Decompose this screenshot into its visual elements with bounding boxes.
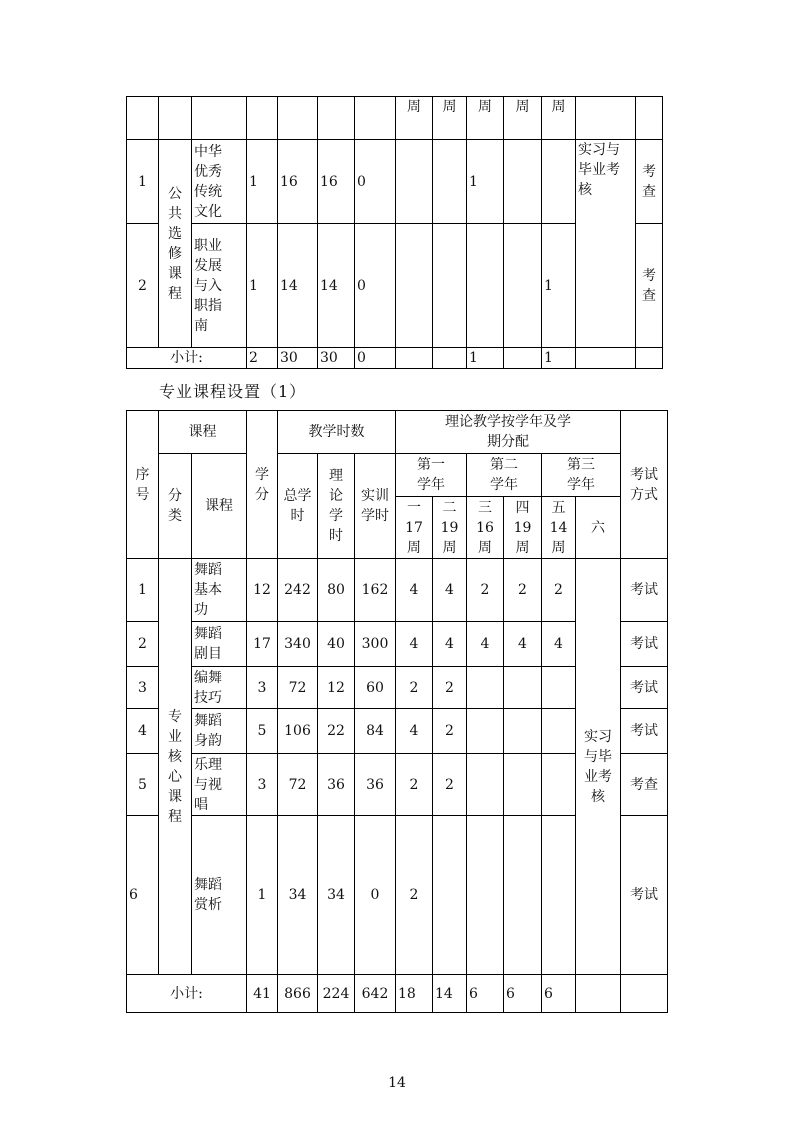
header-year1: 第一学年: [396, 454, 467, 497]
category-label: 公共选修课程: [168, 185, 182, 302]
subtotal-theory: 224: [318, 975, 355, 1013]
total-hours: 34: [278, 816, 318, 975]
subtotal-sem4: 6: [504, 975, 542, 1013]
theory-hours: 34: [318, 816, 355, 975]
sem5-hours: [542, 816, 576, 975]
exam-method: 考试: [621, 622, 668, 667]
course-name: 舞蹈基本功: [192, 559, 247, 622]
header-distribution: 理论教学按学年及学期分配: [396, 411, 621, 454]
theory-hours: 36: [318, 754, 355, 816]
credit: 1: [247, 816, 278, 975]
credit: 3: [247, 754, 278, 816]
unit-cell: 周: [396, 97, 433, 140]
credit: 3: [247, 667, 278, 709]
subtotal-practice: 0: [355, 348, 396, 369]
row-number: 5: [127, 754, 159, 816]
sem4-hours: 4: [504, 622, 542, 667]
subtotal-sem3: 1: [467, 348, 504, 369]
subtotal-sem2: 14: [433, 975, 467, 1013]
subtotal-row: [127, 348, 663, 369]
header-row: [127, 411, 668, 454]
header-exam: 考试方式: [621, 411, 668, 559]
credit: 5: [247, 709, 278, 754]
course-name: 乐理与视唱: [192, 754, 247, 816]
total-hours: 72: [278, 667, 318, 709]
unit-cell: 周: [504, 97, 542, 140]
row-number: 4: [127, 709, 159, 754]
subtotal-sem5: 6: [542, 975, 576, 1013]
header-sem3: 三 16 周: [467, 497, 504, 559]
course-name: 舞蹈身韵: [192, 709, 247, 754]
practice-hours: 60: [355, 667, 396, 709]
subtotal-credit: 41: [247, 975, 278, 1013]
credit: 1: [247, 140, 278, 224]
subtotal-label: 小计:: [127, 348, 247, 369]
sem1-hours: 2: [396, 754, 433, 816]
theory-hours: 16: [318, 140, 355, 224]
row-number: 1: [127, 140, 159, 224]
sem6-note: 实习与毕业考核: [576, 559, 621, 975]
course-name: 编舞技巧: [192, 667, 247, 709]
header-category: 分类: [159, 454, 192, 559]
sem2-hours: 2: [433, 667, 467, 709]
total-hours: 106: [278, 709, 318, 754]
page-number: 14: [388, 1075, 406, 1091]
sem3-hours: [467, 709, 504, 754]
practice-hours: 0: [355, 224, 396, 348]
theory-hours: 22: [318, 709, 355, 754]
practice-hours: 162: [355, 559, 396, 622]
section-title: 专业课程设置（1）: [159, 382, 307, 401]
sem3-hours: 4: [467, 622, 504, 667]
practice-hours: 36: [355, 754, 396, 816]
credit: 17: [247, 622, 278, 667]
sem4-hours: [504, 709, 542, 754]
sem4-hours: [504, 754, 542, 816]
subtotal-theory: 30: [318, 348, 355, 369]
sem3-hours: [467, 754, 504, 816]
theory-hours: 80: [318, 559, 355, 622]
public-elective-table: [126, 96, 663, 369]
subtotal-sem1: 18: [396, 975, 433, 1013]
sem2-hours: 2: [433, 709, 467, 754]
course-name: 职业发展与入职指南: [192, 224, 247, 348]
practice-hours: 300: [355, 622, 396, 667]
header-no: 序号: [127, 411, 159, 559]
course-name: 中华优秀传统文化: [192, 140, 247, 224]
sem3-hours: [467, 816, 504, 975]
header-sem6: 六: [576, 497, 621, 559]
header-sem4: 四 19 周: [504, 497, 542, 559]
theory-hours: 40: [318, 622, 355, 667]
sem3-hours: [467, 667, 504, 709]
total-hours: 14: [278, 224, 318, 348]
subtotal-practice: 642: [355, 975, 396, 1013]
unit-cell: 周: [433, 97, 467, 140]
row-number: 3: [127, 667, 159, 709]
theory-hours: 12: [318, 667, 355, 709]
sem2-hours: 2: [433, 754, 467, 816]
sem5-hours: 2: [542, 559, 576, 622]
exam-method: 考试: [621, 667, 668, 709]
header-course-name: 课程: [192, 454, 247, 559]
subtotal-row: [127, 975, 668, 1013]
total-hours: 340: [278, 622, 318, 667]
total-hours: 72: [278, 754, 318, 816]
sem2-hours: [433, 816, 467, 975]
sem1-hours: 4: [396, 622, 433, 667]
sem5-hours: [542, 754, 576, 816]
sem4-hours: [504, 816, 542, 975]
sem1-hours: 4: [396, 559, 433, 622]
unit-cell: 周: [542, 97, 576, 140]
exam-method: 考试: [621, 816, 668, 975]
unit-cell: 周: [467, 97, 504, 140]
subtotal-label: 小计:: [127, 975, 247, 1013]
category-cell: 专业核心课程: [159, 559, 192, 975]
sem3-hours: 1: [467, 140, 504, 224]
sem2-hours: 4: [433, 559, 467, 622]
total-hours: 242: [278, 559, 318, 622]
subtotal-credit: 2: [247, 348, 278, 369]
header-hours: 教学时数: [278, 411, 396, 454]
exam-method: 考查: [621, 754, 668, 816]
table-row: [127, 140, 663, 224]
header-theory: 理论学时: [318, 454, 355, 559]
sem3-hours: 2: [467, 559, 504, 622]
header-total: 总学时: [278, 454, 318, 559]
row-number: 1: [127, 559, 159, 622]
header-practice: 实训学时: [355, 454, 396, 559]
header-year2: 第二学年: [467, 454, 542, 497]
course-name: 舞蹈剧目: [192, 622, 247, 667]
row-number: 6: [127, 816, 159, 975]
sem4-hours: [504, 667, 542, 709]
row-number: 2: [127, 224, 159, 348]
header-course-group: 课程: [159, 411, 247, 454]
exam-method: 考查: [636, 140, 663, 224]
subtotal-sem3: 6: [467, 975, 504, 1013]
practice-hours: 0: [355, 140, 396, 224]
header-row: [127, 454, 668, 497]
practice-hours: 84: [355, 709, 396, 754]
sem5-hours: [542, 709, 576, 754]
credit: 12: [247, 559, 278, 622]
subtotal-total: 866: [278, 975, 318, 1013]
sem1-hours: 4: [396, 709, 433, 754]
sem1-hours: 2: [396, 816, 433, 975]
header-year3: 第三学年: [542, 454, 621, 497]
header-sem2: 二 19 周: [433, 497, 467, 559]
category-cell: [159, 140, 192, 348]
practice-hours: 0: [355, 816, 396, 975]
sem2-hours: 4: [433, 622, 467, 667]
sem5-hours: [542, 667, 576, 709]
subtotal-total: 30: [278, 348, 318, 369]
sem6-note: 实习与毕业考核: [576, 140, 636, 348]
theory-hours: 14: [318, 224, 355, 348]
subtotal-sem5: 1: [542, 348, 576, 369]
course-name: 舞蹈赏析: [192, 816, 247, 975]
header-sem5: 五 14 周: [542, 497, 576, 559]
table-row: [127, 559, 668, 622]
sem5-hours: 4: [542, 622, 576, 667]
header-credit: 学分: [247, 411, 278, 559]
exam-method: 考试: [621, 709, 668, 754]
sem1-hours: 2: [396, 667, 433, 709]
exam-method: 考查: [636, 224, 663, 348]
exam-method: 考试: [621, 559, 668, 622]
credit: 1: [247, 224, 278, 348]
sem4-hours: 2: [504, 559, 542, 622]
total-hours: 16: [278, 140, 318, 224]
table-row: [127, 97, 663, 140]
sem5-hours: 1: [542, 224, 576, 348]
header-sem1: 一 17 周: [396, 497, 433, 559]
row-number: 2: [127, 622, 159, 667]
core-course-table: [126, 410, 668, 1013]
